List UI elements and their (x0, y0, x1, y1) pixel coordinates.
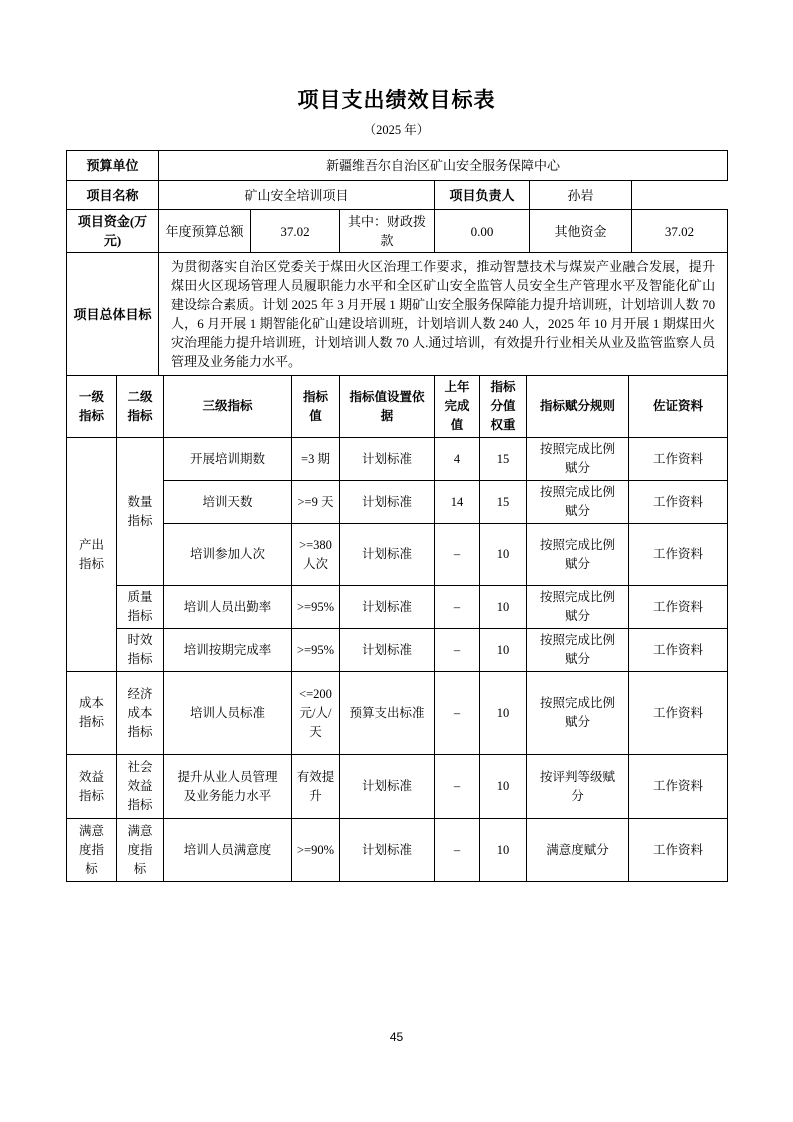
prev-cell: – (435, 629, 480, 672)
indicator-table (66, 375, 728, 882)
header-value: 指标值 (292, 376, 340, 438)
level2-cell: 质量指标 (117, 586, 164, 629)
indicator-cell: 培训人员满意度 (164, 819, 292, 882)
project-leader-value: 孙岩 (530, 181, 632, 210)
header-basis: 指标值设置依据 (340, 376, 435, 438)
level2-cell: 经济成本指标 (117, 672, 164, 755)
indicator-cell: 培训按期完成率 (164, 629, 292, 672)
header-rule: 指标赋分规则 (527, 376, 629, 438)
budget-unit-value: 新疆维吾尔自治区矿山安全服务保障中心 (159, 151, 728, 181)
table-row (67, 481, 728, 524)
value-cell: >=380 人次 (292, 524, 340, 586)
prev-cell: – (435, 672, 480, 755)
rule-cell: 按照完成比例赋分 (527, 524, 629, 586)
weight-cell: 10 (480, 586, 527, 629)
page-subtitle: （2025 年） (363, 123, 430, 137)
level1-cell: 成本指标 (67, 672, 117, 755)
fiscal-allocation-value: 0.00 (435, 210, 530, 253)
budget-unit-label: 预算单位 (67, 151, 159, 181)
table-row (67, 755, 728, 819)
page-title: 项目支出绩效目标表 (297, 88, 496, 112)
evidence-cell: 工作资料 (629, 672, 728, 755)
prev-cell: – (435, 755, 480, 819)
value-cell: <=200 元/人/天 (292, 672, 340, 755)
level1-cell: 产出指标 (67, 438, 117, 672)
weight-cell: 10 (480, 819, 527, 882)
level1-cell: 满意度指标 (67, 819, 117, 882)
level1-cell: 效益指标 (67, 755, 117, 819)
header-weight: 指标分值权重 (480, 376, 527, 438)
evidence-cell: 工作资料 (629, 481, 728, 524)
header-evidence: 佐证资料 (629, 376, 728, 438)
evidence-cell: 工作资料 (629, 755, 728, 819)
table-row (67, 629, 728, 672)
indicator-cell: 开展培训期数 (164, 438, 292, 481)
rule-cell: 满意度赋分 (527, 819, 629, 882)
table-row (67, 819, 728, 882)
rule-cell: 按照完成比例赋分 (527, 586, 629, 629)
weight-cell: 10 (480, 629, 527, 672)
prev-cell: – (435, 524, 480, 586)
rule-cell: 按照完成比例赋分 (527, 438, 629, 481)
indicator-cell: 提升从业人员管理及业务能力水平 (164, 755, 292, 819)
indicator-cell: 培训人员出勤率 (164, 586, 292, 629)
evidence-cell: 工作资料 (629, 586, 728, 629)
value-cell: >=9 天 (292, 481, 340, 524)
level2-cell: 满意度指标 (117, 819, 164, 882)
annual-budget-label: 年度预算总额 (159, 210, 251, 253)
rule-cell: 按照完成比例赋分 (527, 481, 629, 524)
rule-cell: 按照完成比例赋分 (527, 672, 629, 755)
level2-cell: 数量指标 (117, 438, 164, 586)
value-cell: 有效提升 (292, 755, 340, 819)
value-cell: >=95% (292, 629, 340, 672)
indicator-cell: 培训人员标准 (164, 672, 292, 755)
overall-goal-text: 为贯彻落实自治区党委关于煤田火区治理工作要求，推动智慧技术与煤炭产业融合发展，提升煤田火区现场管理人员履职能力水平和全区矿山安全监管人员安全生产管理水平及智能化矿山建设综合素质。计划 2025 年 3 月开展 1 期矿山安全服务保障能力提升培训班，计划培训人数 70 人，6 月开展 1 期智能化矿山建设培训班，计划培训人数 240 人，2025 年 10 月开展 1 期煤田火灾治理能力提升培训班，计划培训人数 70 人.通过培训，有效提升行业相关从业及监管监察人员管理及业务能力水平。 (159, 253, 728, 376)
prev-cell: – (435, 819, 480, 882)
fiscal-allocation-label: 其中：财政拨款 (340, 210, 435, 253)
evidence-cell: 工作资料 (629, 524, 728, 586)
value-cell: >=95% (292, 586, 340, 629)
indicator-cell: 培训参加人次 (164, 524, 292, 586)
table-row (67, 672, 728, 755)
annual-budget-value: 37.02 (251, 210, 340, 253)
table-row (67, 438, 728, 481)
basis-cell: 计划标准 (340, 819, 435, 882)
prev-cell: – (435, 586, 480, 629)
evidence-cell: 工作资料 (629, 819, 728, 882)
header-level3: 三级指标 (164, 376, 292, 438)
evidence-cell: 工作资料 (629, 438, 728, 481)
evidence-cell: 工作资料 (629, 629, 728, 672)
page-number: 45 (389, 1030, 404, 1044)
value-cell: =3 期 (292, 438, 340, 481)
rule-cell: 按照完成比例赋分 (527, 629, 629, 672)
basis-cell: 计划标准 (340, 481, 435, 524)
weight-cell: 10 (480, 755, 527, 819)
project-info-table (66, 150, 728, 376)
project-name-value: 矿山安全培训项目 (159, 181, 435, 210)
value-cell: >=90% (292, 819, 340, 882)
project-name-label: 项目名称 (67, 181, 159, 210)
prev-cell: 4 (435, 438, 480, 481)
basis-cell: 预算支出标准 (340, 672, 435, 755)
other-funds-value: 37.02 (632, 210, 728, 253)
indicator-header-row (67, 376, 728, 438)
table-row (67, 524, 728, 586)
indicator-cell: 培训天数 (164, 481, 292, 524)
level2-cell: 社会效益指标 (117, 755, 164, 819)
header-level1: 一级指标 (67, 376, 117, 438)
basis-cell: 计划标准 (340, 629, 435, 672)
header-prev: 上年完成值 (435, 376, 480, 438)
weight-cell: 15 (480, 438, 527, 481)
basis-cell: 计划标准 (340, 438, 435, 481)
project-leader-label: 项目负责人 (435, 181, 530, 210)
basis-cell: 计划标准 (340, 524, 435, 586)
basis-cell: 计划标准 (340, 755, 435, 819)
project-funds-label: 项目资金(万元) (67, 210, 159, 253)
other-funds-label: 其他资金 (530, 210, 632, 253)
prev-cell: 14 (435, 481, 480, 524)
overall-goal-label: 项目总体目标 (67, 253, 159, 376)
weight-cell: 10 (480, 672, 527, 755)
weight-cell: 15 (480, 481, 527, 524)
weight-cell: 10 (480, 524, 527, 586)
rule-cell: 按评判等级赋分 (527, 755, 629, 819)
level2-cell: 时效指标 (117, 629, 164, 672)
header-level2: 二级指标 (117, 376, 164, 438)
basis-cell: 计划标准 (340, 586, 435, 629)
table-row (67, 586, 728, 629)
